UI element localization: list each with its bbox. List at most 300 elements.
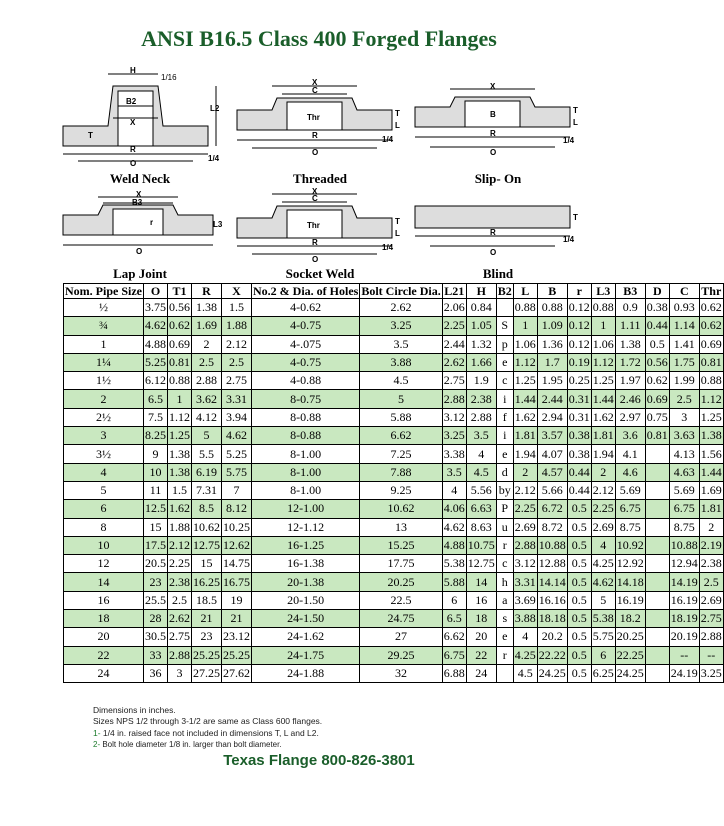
cell-h: 1.32 bbox=[466, 335, 496, 353]
cell-thr: 2.75 bbox=[699, 610, 723, 628]
table-row bbox=[64, 390, 724, 408]
cell-r: 0.38 bbox=[567, 427, 591, 445]
cell-r: 5 bbox=[192, 427, 222, 445]
cell-l3: 1 bbox=[591, 317, 615, 335]
cell-t: 2.12 bbox=[168, 536, 192, 554]
label-1-16: 1/16 bbox=[161, 73, 177, 82]
slip-on-diagram bbox=[410, 82, 585, 160]
cell-t: 1.88 bbox=[168, 518, 192, 536]
cell-b: 6.72 bbox=[537, 500, 567, 518]
cell-h: 2.88 bbox=[466, 408, 496, 426]
cell-x: 16.75 bbox=[222, 573, 252, 591]
cell-c: 14.19 bbox=[669, 573, 699, 591]
cell-size: 2½ bbox=[64, 408, 144, 426]
cell-c: 18.19 bbox=[669, 610, 699, 628]
cell-r: 0.5 bbox=[567, 664, 591, 682]
cell-r: 0.5 bbox=[567, 555, 591, 573]
cell-l2: 5.88 bbox=[442, 573, 466, 591]
cell-x: 1.88 bbox=[222, 317, 252, 335]
cell-r: 23 bbox=[192, 628, 222, 646]
vertical-text-char: f bbox=[496, 408, 513, 426]
table-row bbox=[64, 481, 724, 499]
cell-size: 8 bbox=[64, 518, 144, 536]
cell-b: 3.57 bbox=[537, 427, 567, 445]
cell-x: 10.25 bbox=[222, 518, 252, 536]
cell-bc: 5 bbox=[360, 390, 442, 408]
socket-weld-diagram bbox=[232, 187, 402, 265]
label-1-4: 1/4 bbox=[563, 235, 575, 244]
label-t: T bbox=[395, 109, 400, 118]
label-x: X bbox=[130, 118, 136, 127]
label-1-4: 1/4 bbox=[382, 135, 394, 144]
table-row bbox=[64, 518, 724, 536]
vertical-text-char: h bbox=[496, 573, 513, 591]
cell-l: 1.81 bbox=[513, 427, 537, 445]
cell-d bbox=[645, 500, 669, 518]
cell-l: 4 bbox=[513, 628, 537, 646]
cell-c: 8.75 bbox=[669, 518, 699, 536]
table-row bbox=[64, 427, 724, 445]
cell-r: 21 bbox=[192, 610, 222, 628]
cell-holes: 8-1.00 bbox=[252, 463, 360, 481]
cell-b: 22.22 bbox=[537, 646, 567, 664]
cell-holes: 4-.075 bbox=[252, 335, 360, 353]
cell-c: 1.75 bbox=[669, 353, 699, 371]
cell-holes: 24-1.88 bbox=[252, 664, 360, 682]
cell-h: 2.38 bbox=[466, 390, 496, 408]
cell-h: 14 bbox=[466, 573, 496, 591]
label-r: R bbox=[490, 228, 496, 237]
cell-bc: 6.62 bbox=[360, 427, 442, 445]
col-header-c: C bbox=[669, 284, 699, 299]
cell-l2: 4 bbox=[442, 481, 466, 499]
cell-t: 0.81 bbox=[168, 353, 192, 371]
cell-r: 0.5 bbox=[567, 518, 591, 536]
cell-l: 1.62 bbox=[513, 408, 537, 426]
cell-l3: 2.69 bbox=[591, 518, 615, 536]
label-r: R bbox=[490, 129, 496, 138]
lap-joint-diagram bbox=[58, 190, 223, 258]
cell-x: 21 bbox=[222, 610, 252, 628]
cell-thr: 1.69 bbox=[699, 481, 723, 499]
cell-r: 27.25 bbox=[192, 664, 222, 682]
cell-c: 2.5 bbox=[669, 390, 699, 408]
cell-l3: 6.25 bbox=[591, 664, 615, 682]
cell-l2: 6 bbox=[442, 591, 466, 609]
cell-holes: 4-0.75 bbox=[252, 317, 360, 335]
cell-l3: 2.25 bbox=[591, 500, 615, 518]
table-row bbox=[64, 628, 724, 646]
cell-c: 5.69 bbox=[669, 481, 699, 499]
cell-o: 4.62 bbox=[144, 317, 168, 335]
footer-contact: Texas Flange 800-826-3801 bbox=[223, 752, 415, 769]
vertical-text-char bbox=[496, 299, 513, 317]
cell-holes: 8-0.88 bbox=[252, 427, 360, 445]
table-row bbox=[64, 353, 724, 371]
cell-r: 7.31 bbox=[192, 481, 222, 499]
note-1-number: 1- bbox=[93, 728, 101, 738]
cell-b: 16.16 bbox=[537, 591, 567, 609]
cell-c: 20.19 bbox=[669, 628, 699, 646]
cell-bc: 2.62 bbox=[360, 299, 442, 317]
cell-h: 1.66 bbox=[466, 353, 496, 371]
cell-holes: 16-1.25 bbox=[252, 536, 360, 554]
cell-b3: 10.92 bbox=[615, 536, 645, 554]
cell-x: 2.5 bbox=[222, 353, 252, 371]
label-t: T bbox=[573, 213, 578, 222]
cell-h: 1.9 bbox=[466, 372, 496, 390]
col-header-b3: B3 bbox=[615, 284, 645, 299]
cell-d: 0.44 bbox=[645, 317, 669, 335]
cell-bc: 29.25 bbox=[360, 646, 442, 664]
cell-b: 1.7 bbox=[537, 353, 567, 371]
cell-l: 4.25 bbox=[513, 646, 537, 664]
cell-r: 2.5 bbox=[192, 353, 222, 371]
cell-l3: 4 bbox=[591, 536, 615, 554]
cell-d: 0.38 bbox=[645, 299, 669, 317]
cell-d bbox=[645, 463, 669, 481]
label-l: L bbox=[395, 229, 400, 238]
cell-h: 0.84 bbox=[466, 299, 496, 317]
table-row bbox=[64, 299, 724, 317]
cell-holes: 8-0.75 bbox=[252, 390, 360, 408]
vertical-text-char: d bbox=[496, 463, 513, 481]
vertical-text-char: e bbox=[496, 628, 513, 646]
vertical-text-char bbox=[496, 664, 513, 682]
cell-l: 3.12 bbox=[513, 555, 537, 573]
cell-x: 14.75 bbox=[222, 555, 252, 573]
cell-d bbox=[645, 518, 669, 536]
cell-b: 18.18 bbox=[537, 610, 567, 628]
cell-t: 2.25 bbox=[168, 555, 192, 573]
cell-l2: 2.25 bbox=[442, 317, 466, 335]
cell-c: 4.13 bbox=[669, 445, 699, 463]
cell-l3: 1.44 bbox=[591, 390, 615, 408]
cell-b3: 20.25 bbox=[615, 628, 645, 646]
cell-o: 7.5 bbox=[144, 408, 168, 426]
cell-b: 4.07 bbox=[537, 445, 567, 463]
note-1 bbox=[93, 728, 319, 738]
cell-l2: 6.62 bbox=[442, 628, 466, 646]
cell-thr: 0.62 bbox=[699, 299, 723, 317]
slip-on-label: Slip- On bbox=[474, 171, 522, 186]
cell-size: 24 bbox=[64, 664, 144, 682]
cell-x: 7 bbox=[222, 481, 252, 499]
cell-d bbox=[645, 536, 669, 554]
col-header-d: D bbox=[645, 284, 669, 299]
cell-t: 1.38 bbox=[168, 445, 192, 463]
cell-o: 8.25 bbox=[144, 427, 168, 445]
cell-r: 0.31 bbox=[567, 390, 591, 408]
flange-spec-table bbox=[63, 283, 724, 683]
cell-h: 12.75 bbox=[466, 555, 496, 573]
cell-t: 1.25 bbox=[168, 427, 192, 445]
cell-thr: 0.88 bbox=[699, 372, 723, 390]
cell-o: 15 bbox=[144, 518, 168, 536]
label-r: R bbox=[312, 238, 318, 247]
vertical-text-char: i bbox=[496, 427, 513, 445]
cell-t: 2.5 bbox=[168, 591, 192, 609]
vertical-text-char: i bbox=[496, 390, 513, 408]
cell-o: 6.5 bbox=[144, 390, 168, 408]
cell-o: 5.25 bbox=[144, 353, 168, 371]
cell-holes: 8-1.00 bbox=[252, 445, 360, 463]
note-2 bbox=[93, 740, 282, 749]
cell-d bbox=[645, 646, 669, 664]
page-title: ANSI B16.5 Class 400 Forged Flanges bbox=[141, 26, 497, 51]
cell-x: 1.5 bbox=[222, 299, 252, 317]
cell-size: 14 bbox=[64, 573, 144, 591]
cell-t: 1.5 bbox=[168, 481, 192, 499]
cell-l: 4.5 bbox=[513, 664, 537, 682]
socket-weld-label: Socket Weld bbox=[285, 266, 355, 281]
col-header-bolt-circle: Bolt Circle Dia. bbox=[361, 284, 441, 298]
cell-t: 3 bbox=[168, 664, 192, 682]
cell-b3: 2.97 bbox=[615, 408, 645, 426]
cell-holes: 8-1.00 bbox=[252, 481, 360, 499]
cell-o: 12.5 bbox=[144, 500, 168, 518]
cell-thr: 0.62 bbox=[699, 317, 723, 335]
col-header-l: L bbox=[513, 284, 537, 299]
cell-l3: 2.12 bbox=[591, 481, 615, 499]
threaded-label: Threaded bbox=[293, 171, 347, 186]
cell-thr: 1.38 bbox=[699, 427, 723, 445]
cell-thr: 0.81 bbox=[699, 353, 723, 371]
cell-b: 4.57 bbox=[537, 463, 567, 481]
vertical-text-char: c bbox=[496, 372, 513, 390]
cell-size: 1 bbox=[64, 335, 144, 353]
cell-h: 1.05 bbox=[466, 317, 496, 335]
cell-l: 1.25 bbox=[513, 372, 537, 390]
cell-o: 17.5 bbox=[144, 536, 168, 554]
vertical-text-char: c bbox=[496, 555, 513, 573]
cell-holes: 12-1.00 bbox=[252, 500, 360, 518]
cell-d: 0.81 bbox=[645, 427, 669, 445]
cell-bc: 32 bbox=[360, 664, 442, 682]
cell-l: 1.06 bbox=[513, 335, 537, 353]
cell-r: 0.38 bbox=[567, 445, 591, 463]
cell-x: 27.62 bbox=[222, 664, 252, 682]
cell-holes: 12-1.12 bbox=[252, 518, 360, 536]
cell-bc: 27 bbox=[360, 628, 442, 646]
cell-t: 1.12 bbox=[168, 408, 192, 426]
cell-l2: 4.06 bbox=[442, 500, 466, 518]
label-x: X bbox=[490, 82, 496, 91]
cell-holes: 24-1.62 bbox=[252, 628, 360, 646]
cell-d bbox=[645, 555, 669, 573]
table-row bbox=[64, 317, 724, 335]
vertical-text-char: e bbox=[496, 353, 513, 371]
cell-b: 1.95 bbox=[537, 372, 567, 390]
label-x: X bbox=[136, 190, 142, 199]
cell-size: 1¼ bbox=[64, 353, 144, 371]
vertical-text-char: u bbox=[496, 518, 513, 536]
vertical-text-char: e bbox=[496, 445, 513, 463]
cell-o: 9 bbox=[144, 445, 168, 463]
cell-b: 1.36 bbox=[537, 335, 567, 353]
cell-holes: 8-0.88 bbox=[252, 408, 360, 426]
col-header-o: O bbox=[144, 284, 168, 299]
cell-o: 3.75 bbox=[144, 299, 168, 317]
cell-l: 2.88 bbox=[513, 536, 537, 554]
cell-b3: 1.97 bbox=[615, 372, 645, 390]
cell-t: 1.62 bbox=[168, 500, 192, 518]
cell-size: 18 bbox=[64, 610, 144, 628]
cell-l2: 3.38 bbox=[442, 445, 466, 463]
cell-o: 25.5 bbox=[144, 591, 168, 609]
cell-thr: 0.69 bbox=[699, 335, 723, 353]
cell-r: 12.75 bbox=[192, 536, 222, 554]
cell-r: 5.5 bbox=[192, 445, 222, 463]
cell-t: 2.62 bbox=[168, 610, 192, 628]
col-header-holes: No.2 & Dia. of Holes bbox=[253, 284, 359, 298]
cell-b3: 24.25 bbox=[615, 664, 645, 682]
cell-c: 1.41 bbox=[669, 335, 699, 353]
table-row bbox=[64, 573, 724, 591]
cell-l3: 6 bbox=[591, 646, 615, 664]
cell-d bbox=[645, 445, 669, 463]
cell-t: 1.38 bbox=[168, 463, 192, 481]
cell-b3: 4.6 bbox=[615, 463, 645, 481]
table-row bbox=[64, 610, 724, 628]
cell-c: 16.19 bbox=[669, 591, 699, 609]
cell-h: 24 bbox=[466, 664, 496, 682]
cell-x: 19 bbox=[222, 591, 252, 609]
cell-l3: 1.12 bbox=[591, 353, 615, 371]
vertical-text-char: s bbox=[496, 610, 513, 628]
cell-b3: 14.18 bbox=[615, 573, 645, 591]
table-header-row bbox=[64, 284, 724, 299]
weld-neck-diagram bbox=[58, 66, 223, 166]
cell-bc: 7.88 bbox=[360, 463, 442, 481]
label-l3: L3 bbox=[213, 220, 223, 229]
cell-l3: 1.06 bbox=[591, 335, 615, 353]
cell-x: 23.12 bbox=[222, 628, 252, 646]
cell-t: 0.62 bbox=[168, 317, 192, 335]
cell-b3: 18.2 bbox=[615, 610, 645, 628]
cell-r: 2.88 bbox=[192, 372, 222, 390]
cell-l2: 2.75 bbox=[442, 372, 466, 390]
cell-b3: 3.6 bbox=[615, 427, 645, 445]
cell-x: 5.25 bbox=[222, 445, 252, 463]
table-row bbox=[64, 335, 724, 353]
cell-thr: 2 bbox=[699, 518, 723, 536]
cell-r: 0.5 bbox=[567, 591, 591, 609]
cell-l2: 2.88 bbox=[442, 390, 466, 408]
cell-h: 3.5 bbox=[466, 427, 496, 445]
table-row bbox=[64, 536, 724, 554]
table-row bbox=[64, 445, 724, 463]
cell-holes: 20-1.50 bbox=[252, 591, 360, 609]
cell-r: 0.12 bbox=[567, 317, 591, 335]
cell-thr: 1.44 bbox=[699, 463, 723, 481]
cell-r: 0.44 bbox=[567, 463, 591, 481]
cell-b: 20.2 bbox=[537, 628, 567, 646]
cell-x: 8.12 bbox=[222, 500, 252, 518]
cell-b: 12.88 bbox=[537, 555, 567, 573]
label-x: X bbox=[312, 78, 318, 87]
cell-r: 0.5 bbox=[567, 610, 591, 628]
table-row bbox=[64, 555, 724, 573]
cell-o: 11 bbox=[144, 481, 168, 499]
cell-holes: 16-1.38 bbox=[252, 555, 360, 573]
label-c: C bbox=[312, 86, 318, 95]
cell-l3: 5.38 bbox=[591, 610, 615, 628]
label-1-4: 1/4 bbox=[382, 243, 394, 252]
col-header-t: T1 bbox=[168, 284, 192, 299]
cell-r: 6.19 bbox=[192, 463, 222, 481]
cell-o: 6.12 bbox=[144, 372, 168, 390]
cell-d bbox=[645, 610, 669, 628]
vertical-text-char: a bbox=[496, 591, 513, 609]
cell-holes: 24-1.75 bbox=[252, 646, 360, 664]
cell-c: 1.99 bbox=[669, 372, 699, 390]
cell-l2: 2.06 bbox=[442, 299, 466, 317]
cell-b3: 2.46 bbox=[615, 390, 645, 408]
cell-size: 12 bbox=[64, 555, 144, 573]
cell-o: 33 bbox=[144, 646, 168, 664]
cell-c: 3 bbox=[669, 408, 699, 426]
cell-o: 10 bbox=[144, 463, 168, 481]
cell-thr: 2.88 bbox=[699, 628, 723, 646]
label-r: r bbox=[150, 218, 154, 227]
cell-l2: 6.5 bbox=[442, 610, 466, 628]
cell-b3: 12.92 bbox=[615, 555, 645, 573]
cell-l3: 4.25 bbox=[591, 555, 615, 573]
col-header-l2: L21 bbox=[444, 284, 465, 298]
cell-r: 1.38 bbox=[192, 299, 222, 317]
cell-b: 10.88 bbox=[537, 536, 567, 554]
cell-r: 0.12 bbox=[567, 335, 591, 353]
cell-t: 2.75 bbox=[168, 628, 192, 646]
cell-bc: 3.88 bbox=[360, 353, 442, 371]
cell-h: 16 bbox=[466, 591, 496, 609]
cell-h: 10.75 bbox=[466, 536, 496, 554]
label-o: O bbox=[136, 247, 143, 256]
cell-b3: 22.25 bbox=[615, 646, 645, 664]
cell-thr: 1.56 bbox=[699, 445, 723, 463]
cell-size: 22 bbox=[64, 646, 144, 664]
cell-l3: 1.94 bbox=[591, 445, 615, 463]
label-b2: B2 bbox=[126, 97, 137, 106]
cell-l3: 2 bbox=[591, 463, 615, 481]
cell-l2: 4.88 bbox=[442, 536, 466, 554]
cell-bc: 15.25 bbox=[360, 536, 442, 554]
cell-r: 1.69 bbox=[192, 317, 222, 335]
lap-joint-label: Lap Joint bbox=[113, 266, 167, 281]
cell-l3: 1.25 bbox=[591, 372, 615, 390]
cell-l3: 1.62 bbox=[591, 408, 615, 426]
label-b3: B3 bbox=[132, 198, 143, 207]
cell-bc: 5.88 bbox=[360, 408, 442, 426]
cell-bc: 22.5 bbox=[360, 591, 442, 609]
note-dimensions: Dimensions in inches. bbox=[93, 705, 176, 715]
cell-d: 0.5 bbox=[645, 335, 669, 353]
label-t: T bbox=[395, 217, 400, 226]
cell-b3: 0.9 bbox=[615, 299, 645, 317]
cell-b: 14.14 bbox=[537, 573, 567, 591]
cell-holes: 4-0.88 bbox=[252, 372, 360, 390]
cell-thr: 3.25 bbox=[699, 664, 723, 682]
blind-label: Blind bbox=[482, 266, 514, 281]
note-sizes: Sizes NPS 1/2 through 3-1/2 are same as Class 600 flanges. bbox=[93, 716, 323, 726]
cell-c: 1.14 bbox=[669, 317, 699, 335]
cell-x: 12.62 bbox=[222, 536, 252, 554]
label-1-4: 1/4 bbox=[208, 154, 220, 163]
cell-l3: 1.81 bbox=[591, 427, 615, 445]
cell-l3: 5 bbox=[591, 591, 615, 609]
cell-b: 2.44 bbox=[537, 390, 567, 408]
